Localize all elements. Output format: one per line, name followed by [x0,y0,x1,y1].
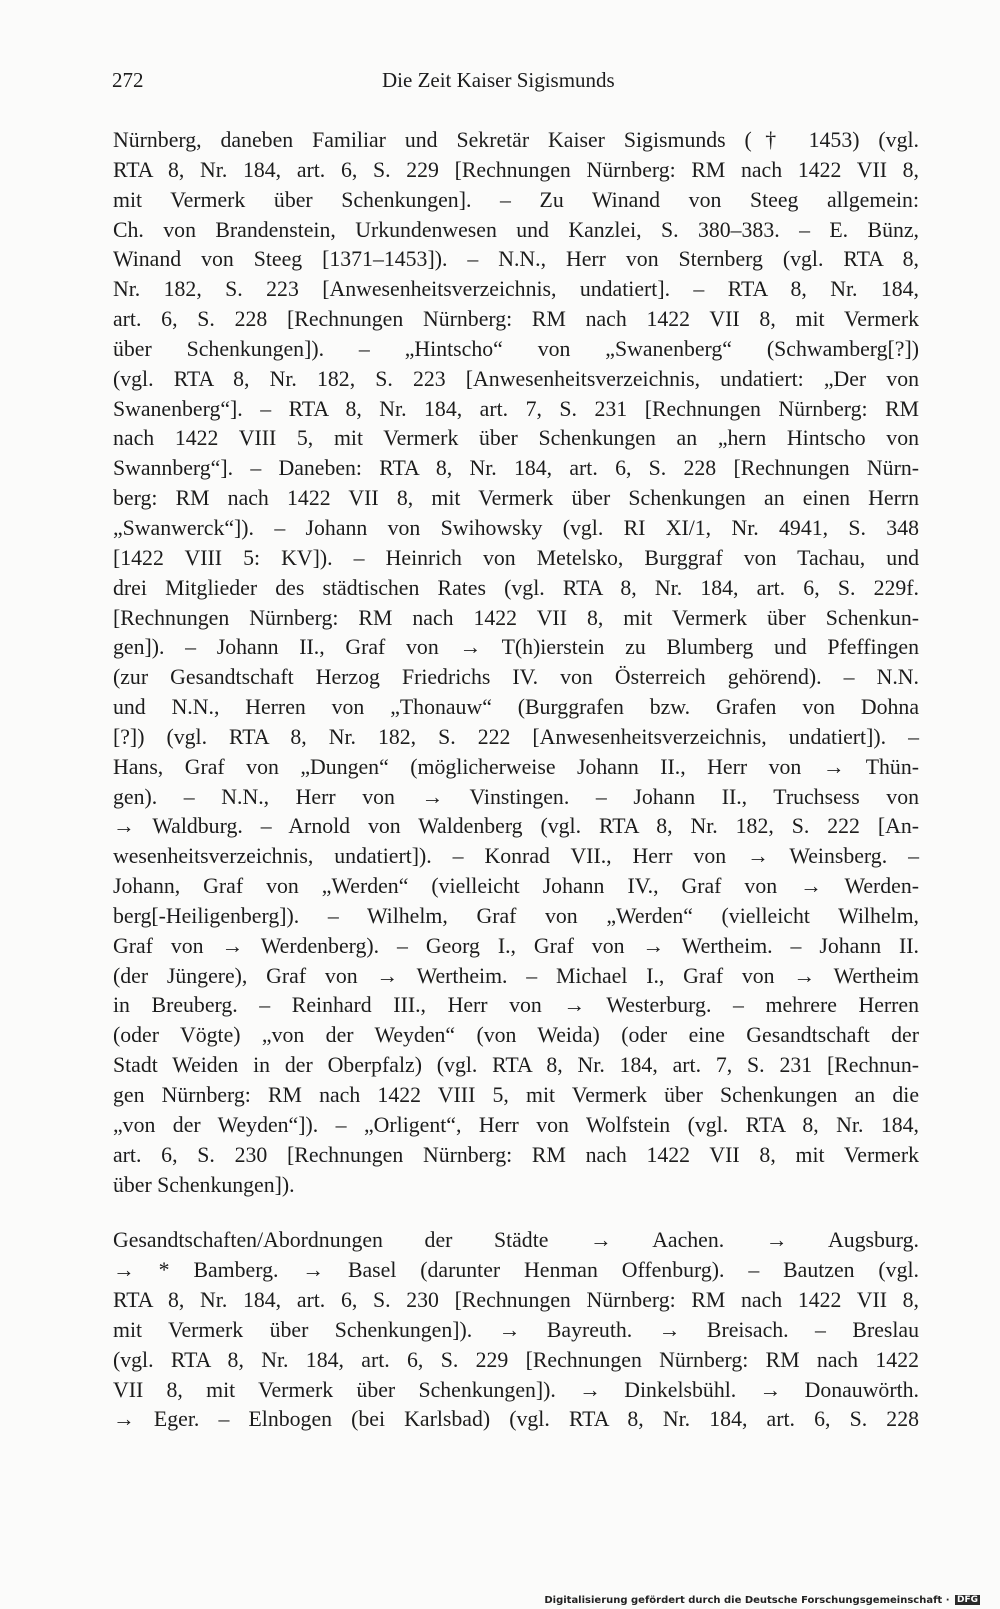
credit-text: Digitalisierung gefördert durch die Deutsche Forschungsgemeinschaft · [544,1595,950,1606]
text-line: VII 8, mit Vermerk über Schenkungen]). → Dinkelsbühl. → Donauwörth. [113,1377,919,1402]
text-line: RTA 8, Nr. 184, art. 6, S. 230 [Rechnungen Nürnberg: RM nach 1422 VII 8, [113,1288,919,1313]
text-line: und N.N., Herren von „Thonauw“ (Burggrafen bzw. Grafen von Dohna [113,695,919,720]
digitization-credit [544,1595,980,1606]
text-line: → Waldburg. – Arnold von Waldenberg (vgl. RTA 8, Nr. 182, S. 222 [An- [113,814,919,839]
text-line: (oder Vögte) „von der Weyden“ (von Weida) (oder eine Gesandtschaft der [113,1023,919,1048]
text-line: Stadt Weiden in der Oberpfalz) (vgl. RTA 8, Nr. 184, art. 7, S. 231 [Rechnun- [113,1053,919,1078]
text-line: (vgl. RTA 8, Nr. 182, S. 223 [Anwesenheitsverzeichnis, undatiert: „Der von [113,366,919,391]
text-line: Johann, Graf von „Werden“ (vielleicht Johann IV., Graf von → Werden- [113,874,919,899]
page-number: 272 [112,68,144,92]
text-line: [?]) (vgl. RTA 8, Nr. 182, S. 222 [Anwesenheitsverzeichnis, undatiert]). – [113,724,919,749]
text-line: Swanenberg“]. – RTA 8, Nr. 184, art. 7, S. 231 [Rechnungen Nürnberg: RM [113,396,919,421]
text-line: Winand von Steeg [1371–1453]). – N.N., Herr von Sternberg (vgl. RTA 8, [113,247,919,272]
text-line: Swannberg“]. – Daneben: RTA 8, Nr. 184, art. 6, S. 228 [Rechnungen Nürn- [113,456,919,481]
text-line: gen). – N.N., Herr von → Vinstingen. – Johann II., Truchsess von [113,784,919,809]
text-line: Gesandtschaften/Abordnungen der Städte → Aachen. → Augsburg. [113,1228,919,1253]
text-line: gen]). – Johann II., Graf von → T(h)ierstein zu Blumberg und Pfeffingen [113,635,919,660]
paragraph-gap [113,1200,919,1226]
text-line: berg[-Heiligenberg]). – Wilhelm, Graf von „Werden“ (vielleicht Wilhelm, [113,903,919,928]
text-line: [1422 VIII 5: KV]). – Heinrich von Metelsko, Burggraf von Tachau, und [113,545,919,570]
text-line: in Breuberg. – Reinhard III., Herr von → Westerburg. – mehrere Herren [113,993,919,1018]
text-line: drei Mitglieder des städtischen Rates (vgl. RTA 8, Nr. 184, art. 6, S. 229f. [113,575,919,600]
text-line: „von der Weyden“]). – „Orligent“, Herr von Wolfstein (vgl. RTA 8, Nr. 184, [113,1112,919,1137]
running-title: Die Zeit Kaiser Sigismunds [382,68,615,92]
text-line: „Swanwerck“]). – Johann von Swihowsky (vgl. RI XI/1, Nr. 4941, S. 348 [113,515,919,540]
text-line: art. 6, S. 230 [Rechnungen Nürnberg: RM nach 1422 VII 8, mit Vermerk [113,1142,919,1167]
text-line: Nürnberg, daneben Familiar und Sekretär Kaiser Sigismunds († 1453) (vgl. [113,128,919,152]
text-line: über Schenkungen]). [113,1172,295,1197]
text-line: gen Nürnberg: RM nach 1422 VIII 5, mit Vermerk über Schenkungen an die [113,1083,919,1107]
page-header [112,68,918,100]
text-line: mit Vermerk über Schenkungen]. – Zu Winand von Steeg allgemein: [113,187,919,212]
text-line: über Schenkungen]). – „Hintscho“ von „Swanenberg“ (Schwamberg[?]) [113,336,919,361]
text-line: berg: RM nach 1422 VII 8, mit Vermerk über Schenkungen an einen Herrn [113,486,919,511]
paragraph-delegations [113,1226,919,1435]
text-line: art. 6, S. 228 [Rechnungen Nürnberg: RM nach 1422 VII 8, mit Vermerk [113,307,919,332]
dfg-logo: DFG [956,1595,978,1605]
text-line: [Rechnungen Nürnberg: RM nach 1422 VII 8, mit Vermerk über Schenkun- [113,605,919,630]
text-line: Nr. 182, S. 223 [Anwesenheitsverzeichnis, undatiert]. – RTA 8, Nr. 184, [113,277,919,302]
text-line: nach 1422 VIII 5, mit Vermerk über Schenkungen an „hern Hintscho von [113,426,919,451]
text-line: (vgl. RTA 8, Nr. 184, art. 6, S. 229 [Rechnungen Nürnberg: RM nach 1422 [113,1347,919,1372]
text-line: Hans, Graf von „Dungen“ (möglicherweise Johann II., Herr von → Thün- [113,754,919,779]
text-line: mit Vermerk über Schenkungen]). → Bayreuth. → Breisach. – Breslau [113,1317,919,1342]
text-line: → Eger. – Elnbogen (bei Karlsbad) (vgl. RTA 8, Nr. 184, art. 6, S. 228 [113,1407,919,1432]
text-line: → * Bamberg. → Basel (darunter Henman Offenburg). – Bautzen (vgl. [113,1258,919,1283]
body-text [113,126,919,1435]
text-line: (der Jüngere), Graf von → Wertheim. – Michael I., Graf von → Wertheim [113,963,919,988]
paragraph-persons [113,126,919,1200]
text-line: wesenheitsverzeichnis, undatiert]). – Konrad VII., Herr von → Weinsberg. – [113,844,919,869]
text-line: RTA 8, Nr. 184, art. 6, S. 229 [Rechnungen Nürnberg: RM nach 1422 VII 8, [113,157,919,182]
text-line: Ch. von Brandenstein, Urkundenwesen und Kanzlei, S. 380–383. – E. Bünz, [113,217,919,242]
text-line: (zur Gesandtschaft Herzog Friedrichs IV. von Österreich gehörend). – N.N. [113,665,919,690]
text-line: Graf von → Werdenberg). – Georg I., Graf von → Wertheim. – Johann II. [113,933,919,958]
